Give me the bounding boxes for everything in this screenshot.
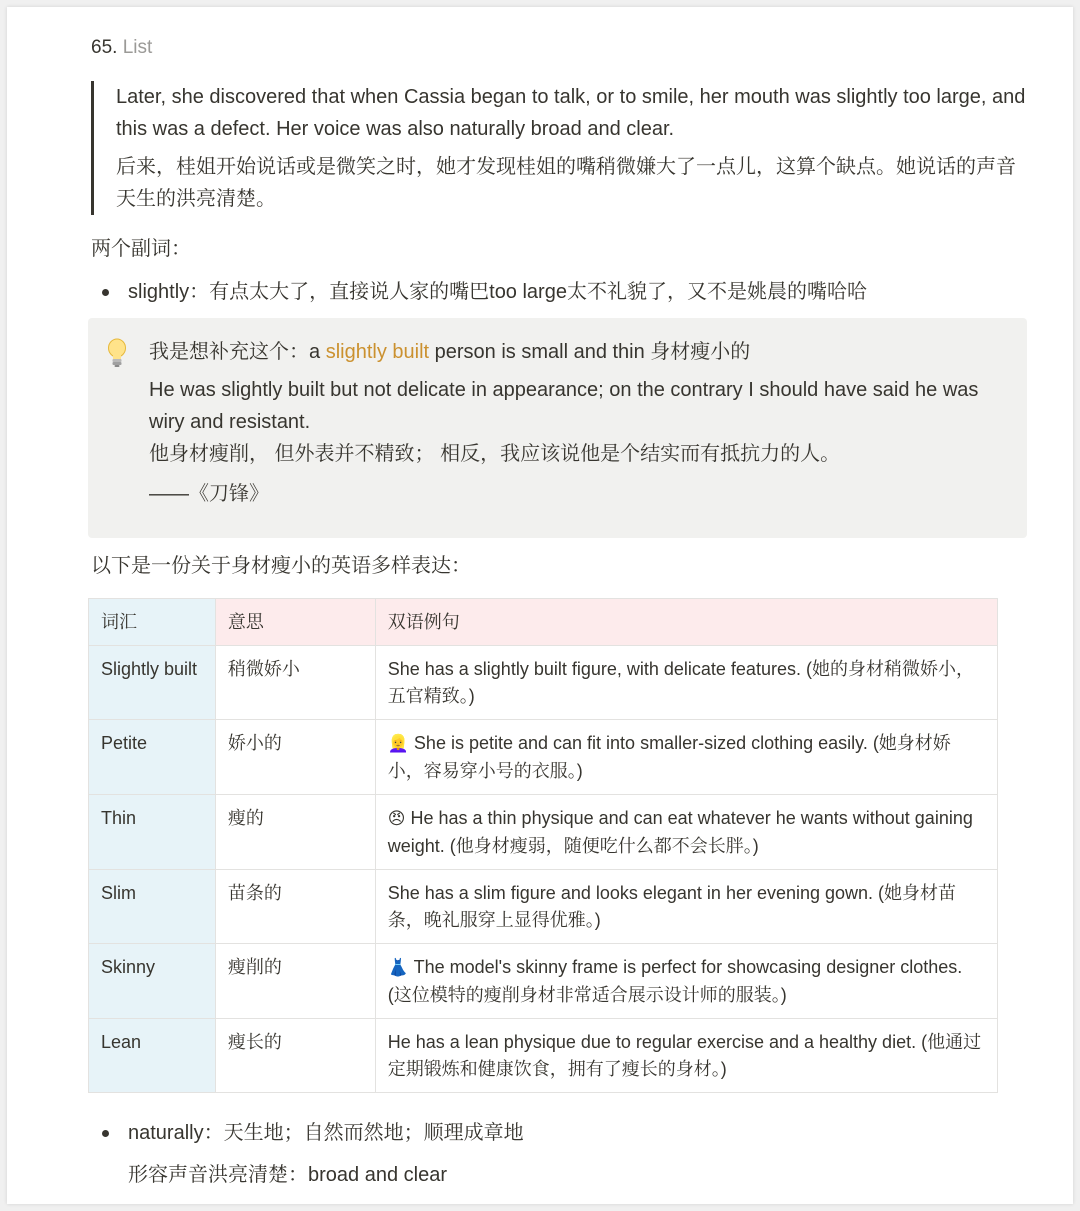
cell-meaning: 稍微娇小 <box>215 646 375 720</box>
cell-word: Skinny <box>89 944 216 1019</box>
naturally-note-text: 形容声音洪亮清楚：broad and clear <box>128 1164 447 1186</box>
example-text: She has a slim figure and looks elegant in her evening gown. (她身材苗条，晚礼服穿上显得优雅。) <box>387 883 957 930</box>
quote-chinese: 后来，桂姐开始说话或是微笑之时，她才发现桂姐的嘴稍微嫌大了一点儿，这算个缺点。她说话的声音天生的洪亮清楚。 <box>116 156 1016 210</box>
list-label: List <box>122 37 153 58</box>
quote-block <box>91 81 1031 215</box>
bullet-dot <box>102 1130 109 1137</box>
page <box>7 7 1073 1204</box>
callout-block <box>88 318 1027 538</box>
header-word: 词汇 <box>89 599 216 646</box>
cell-word: Lean <box>89 1019 216 1093</box>
cell-meaning: 苗条的 <box>215 870 375 944</box>
adverbs-heading: 两个副词： <box>91 238 191 260</box>
cell-word: Petite <box>89 720 216 795</box>
callout-source: ——《刀锋》 <box>149 483 269 505</box>
cell-example <box>375 870 997 944</box>
callout-body <box>149 336 1019 510</box>
dress-icon: 👗 <box>387 958 409 978</box>
cell-meaning: 瘦的 <box>215 795 375 870</box>
callout-highlight: slightly built <box>325 341 430 363</box>
callout-example-en: He was slightly built but not delicate in appearance; on the contrary I should have said he was wiry and resistant. <box>149 379 979 433</box>
example-text: She has a slightly built figure, with delicate features. (她的身材稍微娇小，五官精致。) <box>387 659 974 706</box>
cell-example <box>375 795 997 870</box>
vocab-table <box>88 598 998 1093</box>
header-meaning: 意思 <box>215 599 375 646</box>
table-row <box>89 720 998 795</box>
bullet-naturally <box>91 1117 524 1149</box>
cell-meaning: 瘦长的 <box>215 1019 375 1093</box>
cell-example <box>375 1019 997 1093</box>
table-heading: 以下是一份关于身材瘦小的英语多样表达： <box>91 555 471 577</box>
bullet-slightly-text: slightly：有点太大了，直接说人家的嘴巴too large太不礼貌了，又不是姚晨的嘴哈哈 <box>128 281 867 303</box>
blond-woman-icon: 👱‍♀️ <box>387 734 409 754</box>
cell-word: Slim <box>89 870 216 944</box>
cell-word: Thin <box>89 795 216 870</box>
cell-word: Slightly built <box>89 646 216 720</box>
list-breadcrumb[interactable] <box>91 37 152 59</box>
callout-line1 <box>149 336 1019 368</box>
bullet-dot <box>102 289 109 296</box>
quote-english: Later, she discovered that when Cassia began to talk, or to smile, her mouth was slightly too large, and this was a defect. Her voice was also naturally broad and clear. <box>116 86 1026 140</box>
callout-suffix: person is small and thin 身材瘦小的 <box>429 341 751 363</box>
callout-example-zh: 他身材瘦削， 但外表并不精致； 相反，我应该说他是个结实而有抵抗力的人。 <box>149 443 841 465</box>
header-example: 双语例句 <box>375 599 997 646</box>
callout-prefix: 我是想补充这个：a <box>149 341 326 363</box>
cell-example <box>375 944 997 1019</box>
table-row <box>89 870 998 944</box>
list-number: 65. <box>91 37 118 58</box>
cell-example <box>375 646 997 720</box>
table-row <box>89 944 998 1019</box>
bullet-naturally-text: naturally：天生地；自然而然地；顺理成章地 <box>128 1122 524 1144</box>
example-text: She is petite and can fit into smaller-sized clothing easily. (她身材娇小，容易穿小号的衣服。) <box>387 733 951 781</box>
cell-meaning: 娇小的 <box>215 720 375 795</box>
naturally-note <box>91 1159 447 1191</box>
example-text: He has a thin physique and can eat whatever he wants without gaining weight. (他身材瘦弱，随便吃什么都不会长胖。) <box>387 808 973 856</box>
example-text: He has a lean physique due to regular exercise and a healthy diet. (他通过定期锻炼和健康饮食，拥有了瘦长的身材。) <box>387 1032 982 1079</box>
example-text: The model's skinny frame is perfect for showcasing designer clothes. (这位模特的瘦削身材非常适合展示设计师的服装。) <box>387 957 963 1005</box>
table-row <box>89 646 998 720</box>
cell-meaning: 瘦削的 <box>215 944 375 1019</box>
table-header-row <box>89 599 998 646</box>
bullet-slightly <box>91 276 867 308</box>
cell-example <box>375 720 997 795</box>
table-row <box>89 1019 998 1093</box>
light-bulb-icon <box>106 338 128 368</box>
table-row <box>89 795 998 870</box>
angry-face-icon: 😠 <box>387 809 406 829</box>
